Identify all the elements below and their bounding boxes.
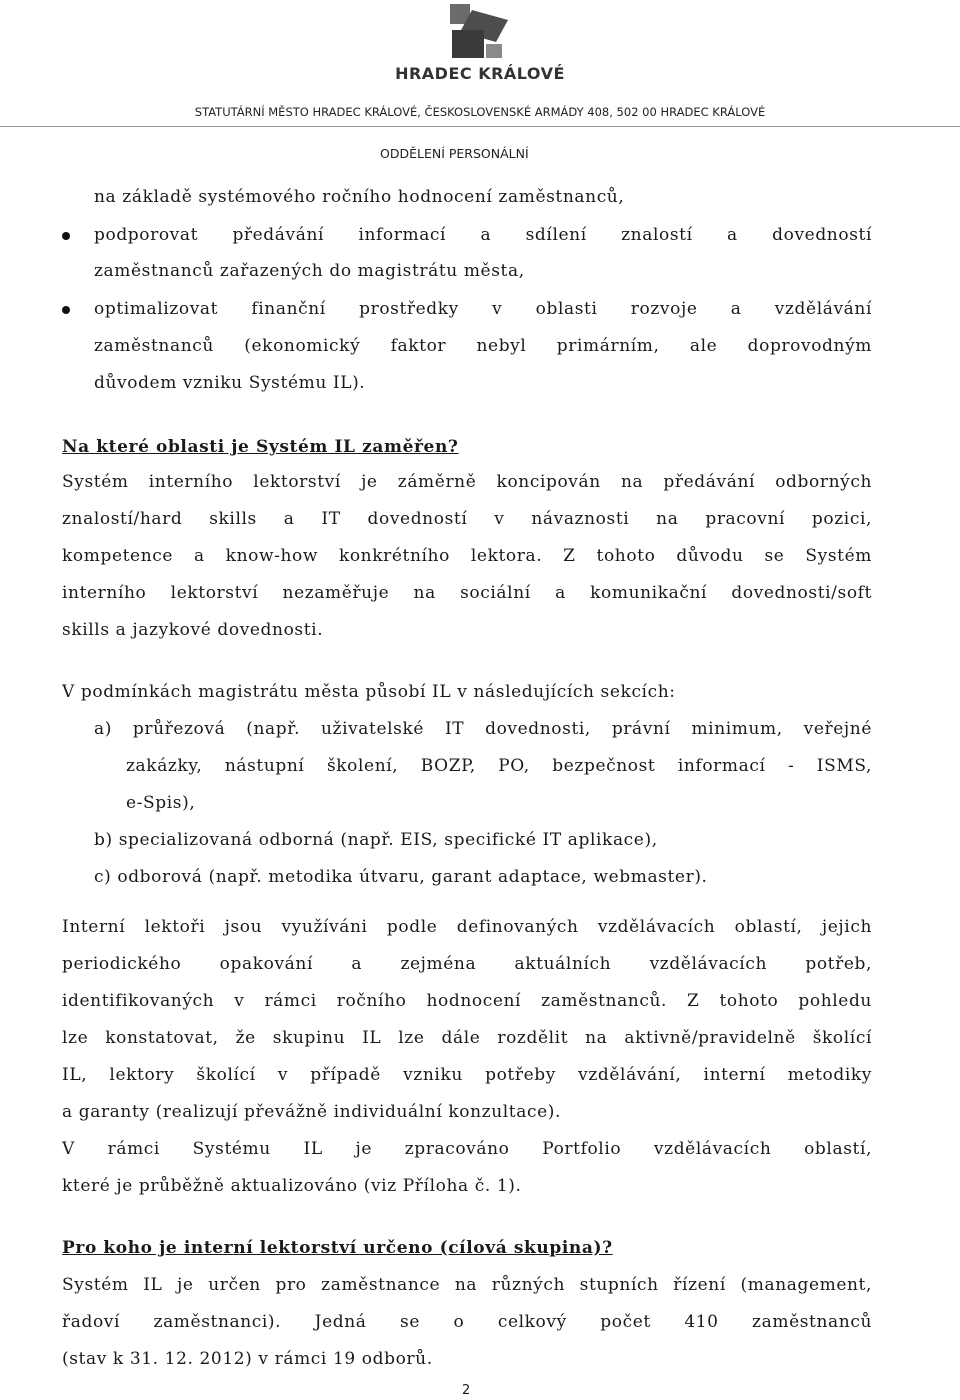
paragraph-line: a garanty (realizují převážně individuální konzultace). [62,1102,561,1122]
paragraph-line: Systém IL je určen pro zaměstnance na různých stupních řízení (management, [62,1275,872,1295]
paragraph-line: V rámci Systému IL je zpracováno Portfolio vzdělávacích oblastí, [62,1139,872,1159]
bullet-icon [62,232,70,240]
paragraph-line: znalostí/hard skills a IT dovedností v návaznosti na pracovní pozici, [62,509,872,529]
list-continuation-line: na základě systémového ročního hodnocení zaměstnanců, [94,187,625,207]
paragraph-line: kompetence a know-how konkrétního lektora. Z tohoto důvodu se Systém [62,546,872,566]
paragraph-line: interního lektorství nezaměřuje na sociální a komunikační dovednosti/soft [62,583,872,603]
sections-intro: V podmínkách magistrátu města působí IL v následujících sekcích: [62,682,676,702]
paragraph-line: řadoví zaměstnanci). Jedná se o celkový počet 410 zaměstnanců [62,1312,872,1332]
header-divider [0,126,960,127]
list-item-a-line-1: a) průřezová (např. uživatelské IT dovednosti, právní minimum, veřejné [94,719,872,739]
bullet-2-line-2: zaměstnanců (ekonomický faktor nebyl primárním, ale doprovodným [94,336,872,356]
page-number: 2 [462,1383,471,1398]
paragraph-line: (stav k 31. 12. 2012) v rámci 19 odborů. [62,1349,433,1369]
section-heading-areas: Na které oblasti je Systém IL zaměřen? [62,437,459,457]
paragraph-line: skills a jazykové dovednosti. [62,620,324,640]
paragraph-line: které je průběžně aktualizováno (viz Příloha č. 1). [62,1176,522,1196]
bullet-1-line-1: podporovat předávání informací a sdílení znalostí a dovedností [94,225,872,245]
bullet-1-line-2: zaměstnanců zařazených do magistrátu města, [94,261,525,281]
page-header [0,0,960,170]
paragraph-line: lze konstatovat, že skupinu IL lze dále rozdělit na aktivně/pravidelně školící [62,1028,872,1048]
paragraph-line: periodického opakování a zejména aktuálních vzdělávacích potřeb, [62,954,872,974]
header-address: STATUTÁRNÍ MĚSTO HRADEC KRÁLOVÉ, ČESKOSLOVENSKÉ ARMÁDY 408, 502 00 HRADEC KRÁLOVÉ [194,105,766,119]
paragraph-line: identifikovaných v rámci ročního hodnocení zaměstnanců. Z tohoto pohledu [62,991,872,1011]
paragraph-line: Interní lektoři jsou využíváni podle definovaných vzdělávacích oblastí, jejich [62,917,872,937]
city-logo-icon [436,2,526,62]
bullet-2-line-3: důvodem vzniku Systému IL). [94,373,366,393]
bullet-icon [62,306,70,314]
list-item-b: b) specializovaná odborná (např. EIS, specifické IT aplikace), [94,830,658,850]
bullet-2-line-1: optimalizovat finanční prostředky v oblasti rozvoje a vzdělávání [94,299,872,319]
section-heading-target-group: Pro koho je interní lektorství určeno (cílová skupina)? [62,1238,613,1258]
list-item-a-line-3: e-Spis), [126,793,196,813]
list-item-c: c) odborová (např. metodika útvaru, garant adaptace, webmaster). [94,867,708,887]
list-item-a-line-2: zakázky, nástupní školení, BOZP, PO, bezpečnost informací - ISMS, [126,756,872,776]
paragraph-line: IL, lektory školící v případě vzniku potřeby vzdělávání, interní metodiky [62,1065,872,1085]
paragraph-line: Systém interního lektorství je záměrně koncipován na předávání odborných [62,472,872,492]
city-name: HRADEC KRÁLOVÉ [395,64,565,83]
department-name: ODDĚLENÍ PERSONÁLNÍ [380,146,529,161]
